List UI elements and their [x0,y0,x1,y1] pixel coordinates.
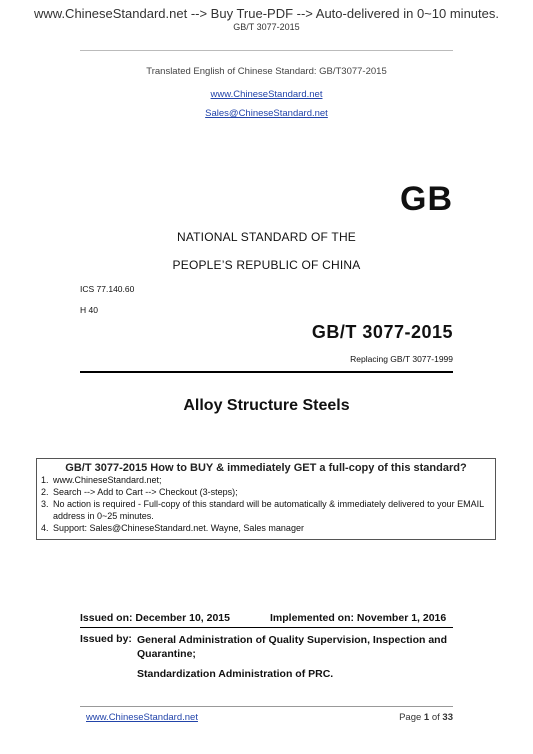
page-total: 33 [442,712,453,723]
header-email [0,103,533,121]
issue-rule [80,627,453,628]
page-of: of [429,712,443,723]
header-website [0,84,533,102]
header-website-link[interactable]: www.ChineseStandard.net [210,89,323,100]
footer-rule [80,706,453,707]
buy-step: 4. Support: Sales@ChineseStandard.net. Wayne, Sales manager [51,522,495,534]
standard-number: GB/T 3077-2015 [311,322,453,342]
buy-step: 3. No action is required - Full-copy of this standard will be automatically & immediately delivered to your EMAIL address in 0~25 minutes. [51,498,495,522]
page-current: 1 [423,712,430,723]
title-rule [80,371,453,373]
buy-instructions-box [36,458,496,540]
replacing-standard: Replacing GB/T 3077-1999 [350,354,453,364]
translated-caption: Translated English of Chinese Standard: GB/T3077-2015 [146,66,387,77]
issued-by-authority-2: Standardization Administration of PRC. [137,668,334,680]
issued-by-label: Issued by: [80,633,132,645]
top-banner-standard: GB/T 3077-2015 [233,22,300,32]
document-title: Alloy Structure Steels [183,397,350,414]
class-code: H 40 [80,305,98,315]
issued-on: Issued on: December 10, 2015 [80,612,230,624]
issued-by-authority-1: General Administration of Quality Supervision, Inspection and Quarantine; [137,634,447,660]
page-prefix: Page [399,712,424,723]
buy-step[interactable]: 1. www.ChineseStandard.net; [51,474,495,486]
top-banner: www.ChineseStandard.net --> Buy True-PDF --> Auto-delivered in 0~10 minutes. [34,6,499,21]
implemented-on: Implemented on: November 1, 2016 [270,612,447,624]
gb-mark: GB [400,180,453,218]
page-indicator [399,712,453,723]
ics-code: ICS 77.140.60 [80,284,135,294]
footer-website-link[interactable]: www.ChineseStandard.net [86,712,198,723]
buy-steps [37,474,495,534]
national-standard-line1: NATIONAL STANDARD OF THE [176,230,357,244]
header-email-link[interactable]: Sales@ChineseStandard.net [205,108,328,119]
national-standard-line2: PEOPLE’S REPUBLIC OF CHINA [172,258,361,272]
buy-heading: GB/T 3077-2015 How to BUY & immediately GET a full-copy of this standard? [65,462,467,474]
buy-step: 2. Search --> Add to Cart --> Checkout (3-steps); [51,486,495,498]
header-rule [80,50,453,51]
